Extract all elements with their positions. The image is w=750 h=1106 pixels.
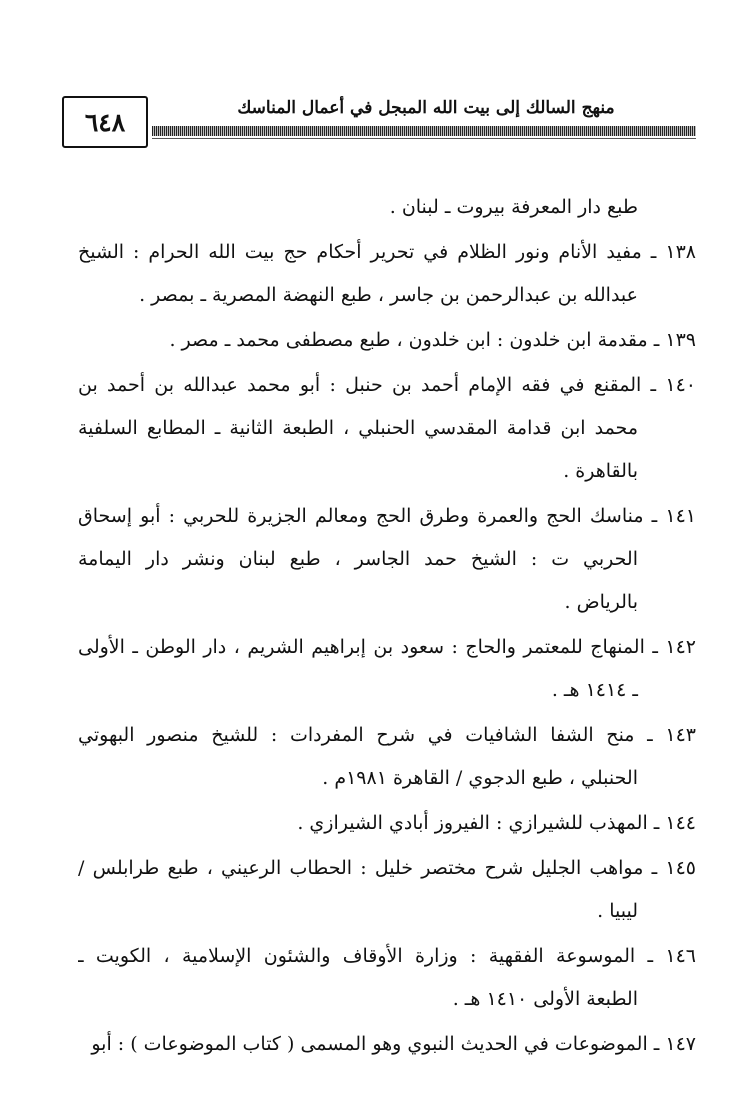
bibliography-entry	[78, 714, 696, 800]
running-title: منهج السالك إلى بيت الله المبجل في أعمال المناسك	[237, 98, 615, 118]
entry-continuation-line: بالرياض .	[564, 591, 638, 613]
entry-continuation-line: ـ ١٤١٤ هـ .	[551, 679, 638, 701]
entry-first-line: ١٤٠ ـ المقنع في فقه الإمام أحمد بن حنبل : أبو محمد عبدالله بن أحمد بن	[78, 374, 696, 396]
bibliography-entry	[78, 802, 696, 845]
entry-first-line: ١٣٩ ـ مقدمة ابن خلدون : ابن خلدون ، طبع مصطفى محمد ـ مصر .	[169, 329, 696, 351]
bibliography-entry	[78, 1023, 696, 1066]
entry-first-line: ١٤٦ ـ الموسوعة الفقهية : وزارة الأوقاف والشئون الإسلامية ، الكويت ـ	[78, 945, 696, 967]
bibliography-entry	[78, 231, 696, 317]
bibliography-entry	[78, 847, 696, 933]
header-rule-thin	[152, 138, 696, 139]
bibliography-entry	[78, 495, 696, 624]
bibliography-entry	[78, 626, 696, 712]
entry-first-line: ١٤٢ ـ المنهاج للمعتمر والحاج : سعود بن إبراهيم الشريم ، دار الوطن ـ الأولى	[78, 636, 696, 658]
entry-continuation-line: ليبيا .	[597, 900, 638, 922]
bibliography-entry	[78, 364, 696, 493]
entry-first-line: ١٣٨ ـ مفيد الأنام ونور الظلام في تحرير أحكام حج بيت الله الحرام : الشيخ	[78, 241, 696, 263]
bibliography-list	[78, 186, 696, 1068]
entry-first-line: ١٤١ ـ مناسك الحج والعمرة وطرق الحج ومعالم الجزيرة للحربي : أبو إسحاق	[78, 505, 696, 527]
entry-continuation-line: الحنبلي ، طبع الدجوي / القاهرة ١٩٨١م .	[322, 767, 638, 789]
entry-first-line: ١٤٤ ـ المهذب للشيرازي : الفيروز أبادي الشيرازي .	[297, 812, 696, 834]
entry-first-line: ١٤٥ ـ مواهب الجليل شرح مختصر خليل : الحطاب الرعيني ، طبع طرابلس /	[78, 857, 696, 879]
entry-continuation-line: الحربي ت : الشيخ حمد الجاسر ، طبع لبنان ونشر دار اليمامة	[78, 548, 638, 570]
entry-continuation-line: عبدالله بن عبدالرحمن بن جاسر ، طبع النهضة المصرية ـ بمصر .	[139, 284, 638, 306]
entry-continuation-line: محمد ابن قدامة المقدسي الحنبلي ، الطبعة الثانية ـ المطابع السلفية	[78, 417, 638, 439]
bibliography-entry	[78, 935, 696, 1021]
page-number: ٦٤٨	[62, 96, 148, 148]
bibliography-entry	[78, 319, 696, 362]
header-rule	[152, 126, 696, 136]
page-header	[62, 96, 696, 152]
bibliography-entry	[78, 186, 696, 229]
entry-continuation-line: بالقاهرة .	[563, 460, 638, 482]
entry-first-line: ١٤٣ ـ منح الشفا الشافيات في شرح المفردات : للشيخ منصور البهوتي	[78, 724, 696, 746]
entry-continuation-line: طبع دار المعرفة بيروت ـ لبنان .	[389, 196, 638, 218]
entry-first-line: ١٤٧ ـ الموضوعات في الحديث النبوي وهو المسمى ( كتاب الموضوعات ) : أبو	[91, 1033, 696, 1055]
entry-continuation-line: الطبعة الأولى ١٤١٠ هـ .	[452, 988, 638, 1010]
